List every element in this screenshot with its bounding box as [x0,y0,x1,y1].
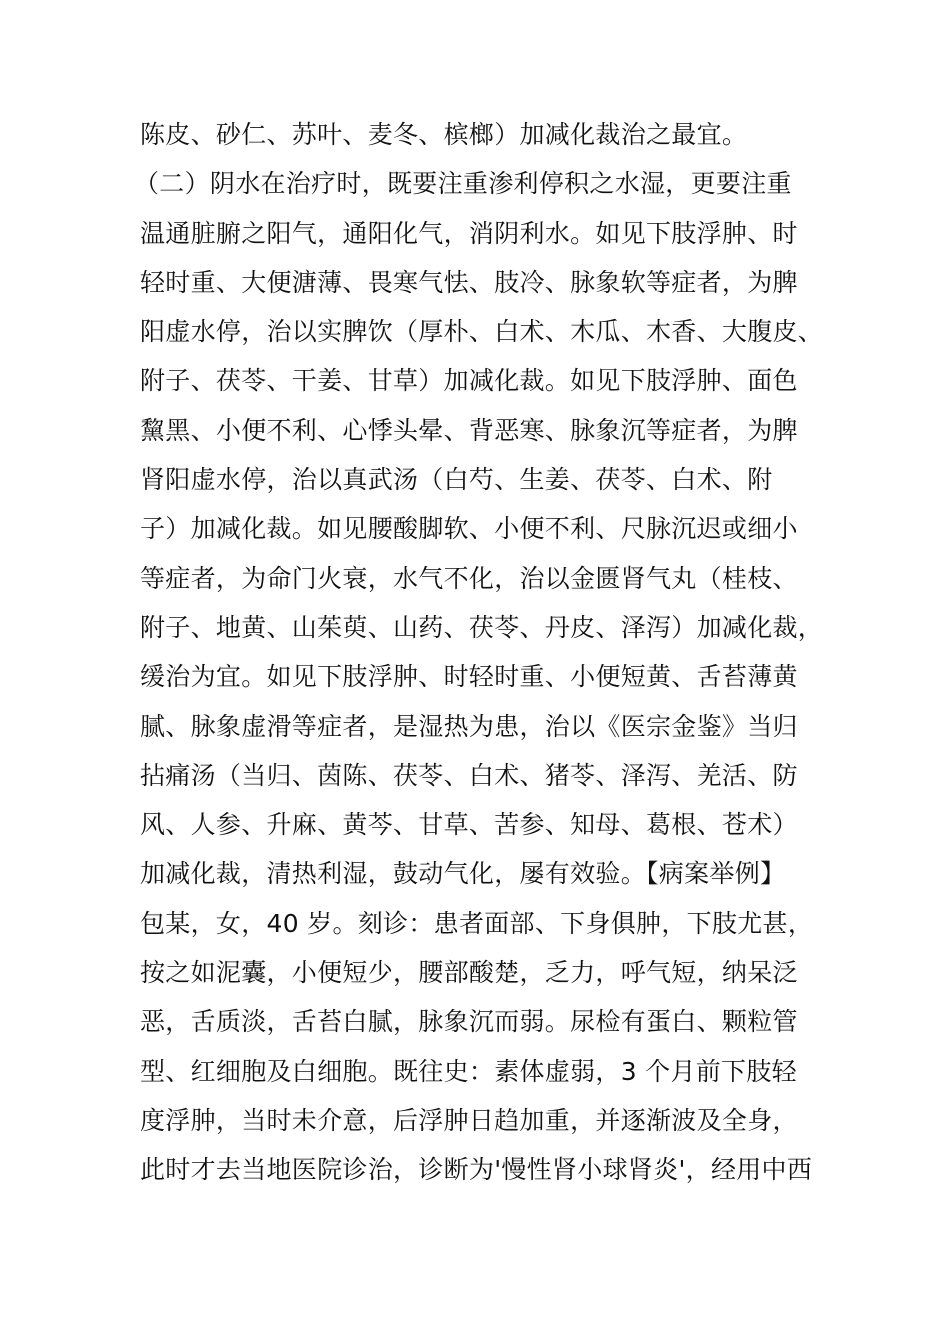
text-line: 温通脏腑之阳气，通阳化气，消阴利水。如见下肢浮肿、时 [140,218,798,248]
text-line: 等症者，为命门火衰，水气不化，治以金匮肾气丸（桂枝、 [140,563,798,593]
text-line: 按之如泥囊，小便短少，腰部酸楚，乏力，呼气短，纳呆泛 [140,958,798,988]
text-line: 度浮肿，当时未介意，后浮肿日趋加重，并逐渐波及全身， [140,1105,798,1135]
text-line: 轻时重、大便溏薄、畏寒气怯、肢冷、脉象软等症者，为脾 [140,267,798,297]
text-line: 黧黑、小便不利、心悸头晕、背恶寒、脉象沉等症者，为脾 [140,415,798,445]
text-line: 缓治为宜。如见下肢浮肿、时轻时重、小便短黄、舌苔薄黄 [140,662,798,692]
text-line: 加减化裁，清热利湿，鼓动气化，屡有效验。【病案举例】 [140,859,786,889]
text-line: 肾阳虚水停，治以真武汤（白芍、生姜、茯苓、白术、附 [140,465,773,495]
text-line: 恶，舌质淡，舌苔白腻，脉象沉而弱。尿检有蛋白、颗粒管 [140,1007,798,1037]
text-line: 附子、茯苓、干姜、甘草）加减化裁。如见下肢浮肿、面色 [140,366,798,396]
text-line: 陈皮、砂仁、苏叶、麦冬、槟榔）加减化裁治之最宜。 [140,120,748,149]
text-line: 子）加减化裁。如见腰酸脚软、小便不利、尺脉沉迟或细小 [140,514,798,544]
text-line: 此时才去当地医院诊治，诊断为'慢性肾小球肾炎'，经用中西 [140,1155,813,1185]
text-line: 阳虚水停，治以实脾饮（厚朴、白术、木瓜、木香、大腹皮、 [140,317,824,347]
text-line: （二）阴水在治疗时，既要注重渗利停积之水湿，更要注重 [134,169,792,199]
text-line: 附子、地黄、山茱萸、山药、茯苓、丹皮、泽泻）加减化裁， [140,612,824,642]
text-line: 风、人参、升麻、黄芩、甘草、苦参、知母、葛根、苍术） [140,810,798,840]
text-line: 拈痛汤（当归、茵陈、茯苓、白术、猪苓、泽泻、羌活、防 [140,760,798,790]
text-line: 腻、脉象虚滑等症者，是湿热为患，治以《医宗金鉴》当归 [140,711,798,741]
body-text [134,110,830,1195]
text-line: 包某，女，40 岁。刻诊：患者面部、下身俱肿，下肢尤甚， [140,908,814,938]
text-line: 型、红细胞及白细胞。既往史：素体虚弱，3 个月前下肢轻 [140,1056,797,1086]
